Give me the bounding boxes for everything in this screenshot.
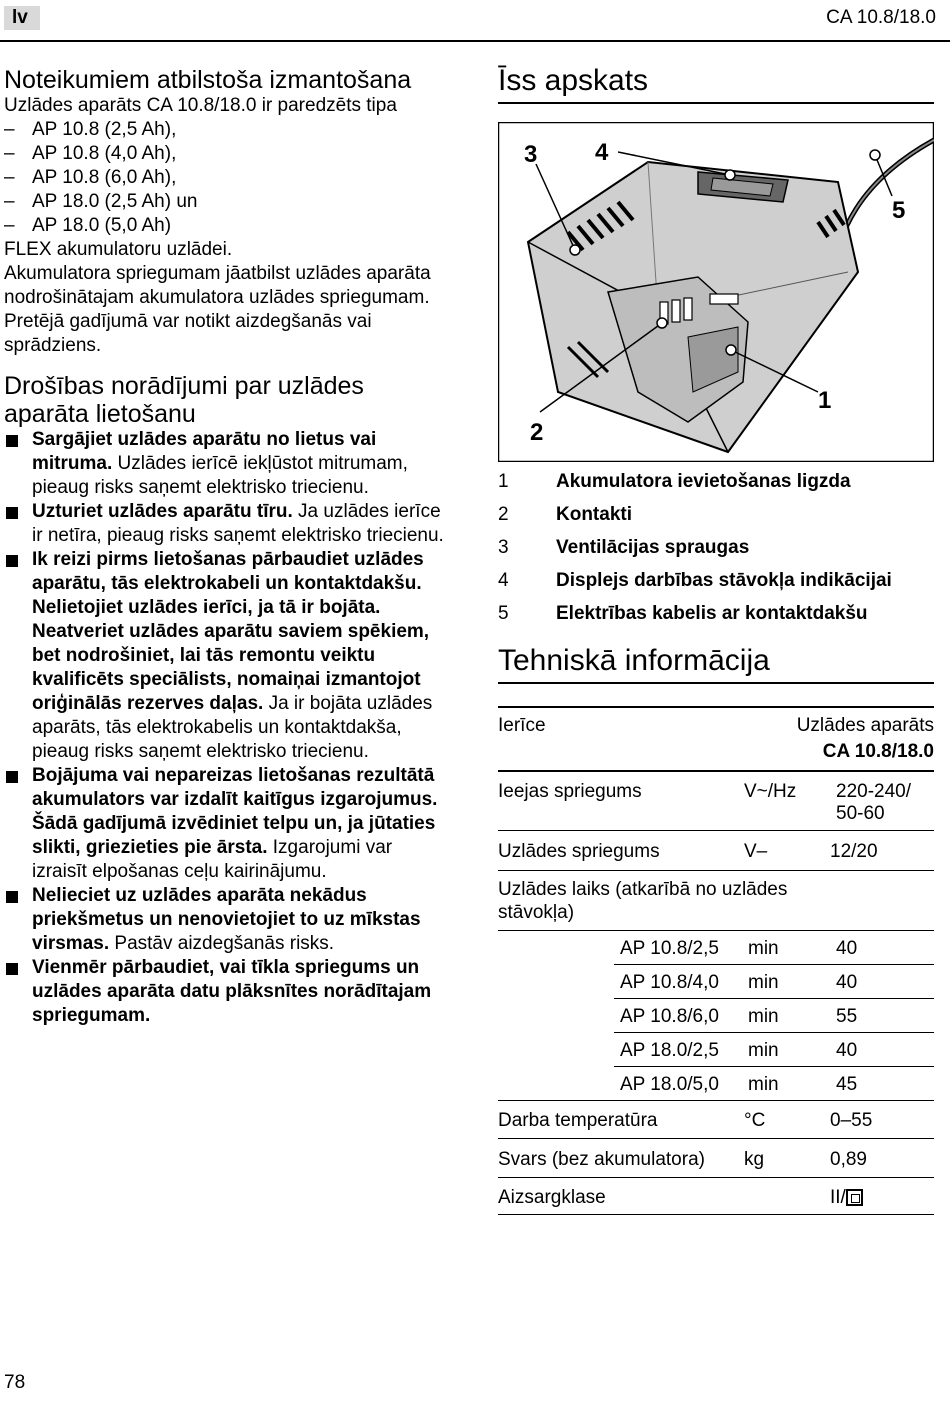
charge-voltage-unit: V– [744,841,768,862]
legend-text: Akumulatora ievietošanas ligzda [556,471,851,492]
legend-text: Elektrības kabelis ar kontaktdakšu [556,603,868,624]
callout-1: 1 [818,387,832,414]
double-insulation-icon [846,1189,863,1206]
time-unit: min [748,1074,779,1095]
legend-item [498,602,938,635]
header-rule [0,40,950,42]
safety-bullet [4,500,444,548]
weight-value: 0,89 [830,1149,867,1170]
callout-2: 2 [530,419,544,446]
bullet-bold-text: Bojājuma vai nepareizas lietošanas rezultātā akumulators var izdalīt kaitīgus izgarojumus. Šādā gadījumā izvēdiniet telpu un, ja jūtaties slikti, griezieties pie ārsta. [32,765,438,858]
charge-voltage-label: Uzlādes spriegums [498,841,660,862]
legend-number: 5 [498,603,509,624]
section-title-intended-use: Noteikumiem atbilstoša izmantošana [4,66,412,94]
header-model: CA 10.8/18.0 [826,7,936,28]
table-rule [498,870,934,871]
legend-text: Displejs darbības stāvokļa indikācijai [556,570,892,591]
table-rule [498,1138,934,1139]
time-value: 55 [836,1006,858,1027]
time-model: AP 18.0/2,5 [620,1040,719,1061]
safety-bullet [4,956,444,1028]
time-unit: min [748,938,779,959]
weight-label: Svars (bez akumulatora) [498,1149,705,1170]
time-unit: min [748,972,779,993]
time-value: 40 [836,1040,858,1061]
time-value: 45 [836,1074,858,1095]
time-value: 40 [836,972,858,993]
legend-number: 1 [498,471,509,492]
weight-unit: kg [744,1149,765,1170]
charger-illustration [498,122,934,462]
temperature-unit: °C [744,1110,766,1131]
table-rule [498,830,934,831]
bullet-bold-text: Sargājiet uzlādes aparātu no lietus vai mitruma. [32,429,377,474]
page-number: 78 [4,1372,26,1393]
safety-bullet [4,764,444,884]
legend-number: 4 [498,570,509,591]
table-rule [614,964,934,965]
time-value: 40 [836,938,858,959]
table-rule [614,1032,934,1033]
left-column [4,66,444,1028]
bullet-bold-text: Vienmēr pārbaudiet, vai tīkla spriegums un uzlādes aparāta datu plāksnītes norādītajam spriegumam. [32,957,432,1026]
overview-rule [498,102,934,104]
temperature-label: Darba temperatūra [498,1110,658,1131]
safety-bullet [4,884,444,956]
table-rule [498,930,934,931]
bullet-square-icon [6,963,18,975]
bullet-square-icon [6,891,18,903]
bullet-square-icon [6,555,18,567]
list-item: – AP 10.8 (6,0 Ah), [4,166,444,190]
table-rule [614,998,934,999]
time-model: AP 10.8/6,0 [620,1006,719,1027]
callout-3: 3 [524,141,538,168]
bullet-text: Uzlādes ierīcē iekļūstot mitrumam, pieaug risks saņemt elektrisko triecienu. [32,453,408,498]
bullet-square-icon [6,507,18,519]
table-head-rule [498,770,934,772]
safety-bullet [4,428,444,500]
table-head-right2: CA 10.8/18.0 [822,741,934,762]
bullet-bold-text: Uzturiet uzlādes aparātu tīru. [32,501,293,522]
time-model: AP 10.8/2,5 [620,938,719,959]
table-top-rule [498,706,934,708]
list-item: – AP 10.8 (2,5 Ah), [4,118,444,142]
section-title-tech: Tehniskā informācija [498,644,770,677]
input-voltage-unit: V~/Hz [744,781,797,802]
input-voltage-value2: 50-60 [836,803,885,824]
legend-number: 3 [498,537,509,558]
contact-rail [710,294,738,304]
legend-text: Ventilācijas spraugas [556,537,750,558]
table-head-right1: Uzlādes aparāts [796,715,934,736]
protection-class-text: II/ [830,1187,846,1208]
section-title-overview: Īss apskats [498,64,649,97]
bullet-bold-text: Ik reizi pirms lietošanas pārbaudiet uzlādes aparātu, tās elektrokabeli un kontaktdakšu. Nelietojiet uzlādes ierīci, ja tā ir bojāta. Neatveriet uzlādes aparātu saviem spēkiem, bet nodrošiniet, lai tās remontu veiktu kvalificēts speciālists, nomaiņai izmantojot oriģinālās rezerves daļas. [32,549,430,714]
intro-text: Uzlādes aparāts CA 10.8/18.0 ir paredzēts tipa [4,95,397,116]
time-unit: min [748,1040,779,1061]
list-item: – AP 18.0 (5,0 Ah) [4,214,444,238]
tech-heading-wrap [498,644,938,678]
bullet-square-icon [6,435,18,447]
legend-item [498,503,938,536]
tech-rule [498,682,934,684]
legend-item [498,569,938,602]
legend-item [498,536,938,569]
charge-time-label1: Uzlādes laiks (atkarībā no uzlādes [498,879,788,900]
safety-bullet [4,548,444,764]
bullet-bold-text: Nelieciet uz uzlādes aparāta nekādus priekšmetus un nenovietojiet to uz mīkstas virsmas. [32,885,421,954]
table-head-left: Ierīce [498,715,546,736]
table-bottom-rule [498,1214,934,1215]
battery-list [4,118,444,238]
after-list-text: FLEX akumulatoru uzlādei. [4,239,233,260]
bullet-text: Ja uzlādes ierīce ir netīra, pieaug risks saņemt elektrisko triecienu. [32,501,444,546]
overview-heading-wrap [498,64,938,98]
temperature-value: 0–55 [830,1110,873,1131]
time-model: AP 18.0/5,0 [620,1074,719,1095]
table-rule [498,1100,934,1101]
protection-class-label: Aizsargklase [498,1187,606,1208]
legend-number: 2 [498,504,509,525]
charge-time-label2: stāvokļa) [498,902,575,923]
figure-legend [498,470,938,635]
time-model: AP 10.8/4,0 [620,972,719,993]
time-unit: min [748,1006,779,1027]
table-rule [498,1177,934,1178]
voltage-paragraph: Akumulatora spriegumam jāatbilst uzlādes aparāta nodrošinātajam akumulatora uzlādes spriegumam. Pretējā gadījumā var notikt aizdegšanās vai sprādziens. [4,263,431,356]
input-voltage-value1: 220-240/ [836,781,912,802]
bullet-square-icon [6,771,18,783]
list-item: – AP 18.0 (2,5 Ah) un [4,190,444,214]
callout-5: 5 [892,197,906,224]
section-title-safety: Drošības norādījumi par uzlādes aparāta lietošanu [4,372,364,428]
bullet-text: Pastāv aizdegšanās risks. [109,933,335,954]
bullet-text: Ja ir bojāta uzlādes aparāts, tās elektrokabelis un kontaktdakša, pieaug risks saņemt elektrisko triecienu. [32,693,433,762]
input-voltage-label: Ieejas spriegums [498,781,642,802]
language-badge: lv [4,6,40,30]
charge-voltage-value: 12/20 [830,841,878,862]
protection-class-value [830,1186,863,1210]
legend-item [498,470,938,503]
bullet-text: Izgarojumi var izraisīt elpošanas ceļu kairinājumu. [32,837,393,882]
list-item: – AP 10.8 (4,0 Ah), [4,142,444,166]
table-rule [614,1066,934,1067]
legend-text: Kontakti [556,504,632,525]
callout-4: 4 [595,139,609,166]
